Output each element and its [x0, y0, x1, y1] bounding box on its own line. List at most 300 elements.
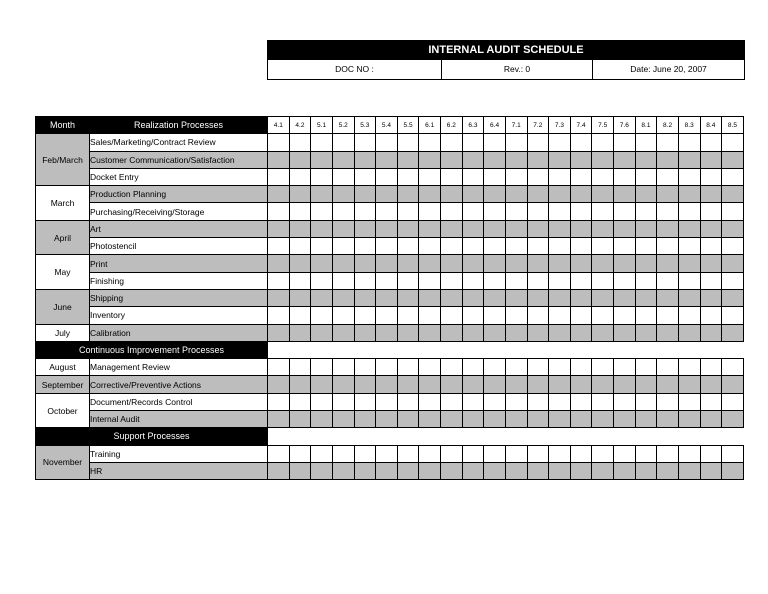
schedule-cell[interactable] — [700, 220, 722, 237]
schedule-cell[interactable] — [419, 289, 441, 306]
schedule-cell[interactable] — [397, 203, 419, 220]
schedule-cell[interactable] — [614, 289, 636, 306]
schedule-cell[interactable] — [354, 220, 376, 237]
schedule-cell[interactable] — [570, 238, 592, 255]
schedule-cell[interactable] — [268, 255, 290, 272]
schedule-cell[interactable] — [722, 203, 744, 220]
schedule-cell[interactable] — [441, 134, 463, 151]
schedule-cell[interactable] — [397, 393, 419, 410]
schedule-cell[interactable] — [657, 151, 679, 168]
schedule-cell[interactable] — [268, 238, 290, 255]
schedule-cell[interactable] — [505, 462, 527, 479]
schedule-cell[interactable] — [354, 324, 376, 341]
schedule-cell[interactable] — [484, 220, 506, 237]
schedule-cell[interactable] — [268, 445, 290, 462]
schedule-cell[interactable] — [289, 151, 311, 168]
schedule-cell[interactable] — [527, 359, 549, 376]
schedule-cell[interactable] — [289, 307, 311, 324]
schedule-cell[interactable] — [722, 186, 744, 203]
schedule-cell[interactable] — [657, 324, 679, 341]
schedule-cell[interactable] — [354, 462, 376, 479]
schedule-cell[interactable] — [397, 445, 419, 462]
schedule-cell[interactable] — [635, 359, 657, 376]
schedule-cell[interactable] — [484, 272, 506, 289]
schedule-cell[interactable] — [700, 445, 722, 462]
schedule-cell[interactable] — [268, 151, 290, 168]
schedule-cell[interactable] — [635, 462, 657, 479]
schedule-cell[interactable] — [505, 220, 527, 237]
schedule-cell[interactable] — [397, 151, 419, 168]
schedule-cell[interactable] — [592, 272, 614, 289]
schedule-cell[interactable] — [419, 220, 441, 237]
schedule-cell[interactable] — [700, 376, 722, 393]
schedule-cell[interactable] — [462, 289, 484, 306]
schedule-cell[interactable] — [527, 307, 549, 324]
schedule-cell[interactable] — [441, 462, 463, 479]
schedule-cell[interactable] — [462, 376, 484, 393]
schedule-cell[interactable] — [549, 151, 571, 168]
schedule-cell[interactable] — [722, 324, 744, 341]
schedule-cell[interactable] — [635, 134, 657, 151]
schedule-cell[interactable] — [397, 324, 419, 341]
schedule-cell[interactable] — [549, 168, 571, 185]
schedule-cell[interactable] — [376, 186, 398, 203]
schedule-cell[interactable] — [614, 307, 636, 324]
schedule-cell[interactable] — [289, 376, 311, 393]
schedule-cell[interactable] — [484, 307, 506, 324]
schedule-cell[interactable] — [722, 289, 744, 306]
schedule-cell[interactable] — [268, 134, 290, 151]
schedule-cell[interactable] — [505, 203, 527, 220]
schedule-cell[interactable] — [549, 203, 571, 220]
schedule-cell[interactable] — [397, 168, 419, 185]
schedule-cell[interactable] — [419, 445, 441, 462]
schedule-cell[interactable] — [268, 203, 290, 220]
schedule-cell[interactable] — [505, 307, 527, 324]
schedule-cell[interactable] — [419, 324, 441, 341]
schedule-cell[interactable] — [678, 203, 700, 220]
schedule-cell[interactable] — [268, 186, 290, 203]
schedule-cell[interactable] — [570, 272, 592, 289]
schedule-cell[interactable] — [657, 134, 679, 151]
schedule-cell[interactable] — [570, 462, 592, 479]
schedule-cell[interactable] — [397, 376, 419, 393]
schedule-cell[interactable] — [527, 238, 549, 255]
schedule-cell[interactable] — [657, 220, 679, 237]
schedule-cell[interactable] — [289, 324, 311, 341]
schedule-cell[interactable] — [268, 272, 290, 289]
schedule-cell[interactable] — [527, 255, 549, 272]
schedule-cell[interactable] — [268, 411, 290, 428]
schedule-cell[interactable] — [419, 307, 441, 324]
schedule-cell[interactable] — [397, 359, 419, 376]
schedule-cell[interactable] — [268, 289, 290, 306]
schedule-cell[interactable] — [592, 324, 614, 341]
schedule-cell[interactable] — [419, 238, 441, 255]
schedule-cell[interactable] — [419, 168, 441, 185]
schedule-cell[interactable] — [527, 186, 549, 203]
schedule-cell[interactable] — [505, 168, 527, 185]
schedule-cell[interactable] — [570, 134, 592, 151]
schedule-cell[interactable] — [678, 272, 700, 289]
schedule-cell[interactable] — [722, 255, 744, 272]
schedule-cell[interactable] — [700, 324, 722, 341]
schedule-cell[interactable] — [614, 445, 636, 462]
schedule-cell[interactable] — [354, 307, 376, 324]
schedule-cell[interactable] — [354, 376, 376, 393]
schedule-cell[interactable] — [527, 393, 549, 410]
schedule-cell[interactable] — [635, 376, 657, 393]
schedule-cell[interactable] — [549, 238, 571, 255]
schedule-cell[interactable] — [332, 255, 354, 272]
schedule-cell[interactable] — [332, 134, 354, 151]
schedule-cell[interactable] — [505, 445, 527, 462]
schedule-cell[interactable] — [484, 186, 506, 203]
schedule-cell[interactable] — [462, 411, 484, 428]
schedule-cell[interactable] — [614, 462, 636, 479]
schedule-cell[interactable] — [289, 289, 311, 306]
schedule-cell[interactable] — [722, 445, 744, 462]
schedule-cell[interactable] — [441, 220, 463, 237]
schedule-cell[interactable] — [635, 168, 657, 185]
schedule-cell[interactable] — [592, 359, 614, 376]
schedule-cell[interactable] — [614, 238, 636, 255]
schedule-cell[interactable] — [614, 272, 636, 289]
schedule-cell[interactable] — [505, 324, 527, 341]
schedule-cell[interactable] — [527, 134, 549, 151]
schedule-cell[interactable] — [268, 168, 290, 185]
schedule-cell[interactable] — [462, 238, 484, 255]
schedule-cell[interactable] — [441, 255, 463, 272]
schedule-cell[interactable] — [527, 151, 549, 168]
schedule-cell[interactable] — [441, 359, 463, 376]
schedule-cell[interactable] — [592, 307, 614, 324]
schedule-cell[interactable] — [700, 393, 722, 410]
schedule-cell[interactable] — [376, 220, 398, 237]
schedule-cell[interactable] — [397, 220, 419, 237]
schedule-cell[interactable] — [268, 324, 290, 341]
schedule-cell[interactable] — [441, 238, 463, 255]
schedule-cell[interactable] — [722, 134, 744, 151]
schedule-cell[interactable] — [614, 411, 636, 428]
schedule-cell[interactable] — [462, 186, 484, 203]
schedule-cell[interactable] — [376, 255, 398, 272]
schedule-cell[interactable] — [700, 186, 722, 203]
schedule-cell[interactable] — [527, 289, 549, 306]
schedule-cell[interactable] — [505, 151, 527, 168]
schedule-cell[interactable] — [722, 151, 744, 168]
schedule-cell[interactable] — [419, 376, 441, 393]
schedule-cell[interactable] — [635, 151, 657, 168]
schedule-cell[interactable] — [484, 134, 506, 151]
schedule-cell[interactable] — [441, 445, 463, 462]
schedule-cell[interactable] — [289, 134, 311, 151]
schedule-cell[interactable] — [505, 393, 527, 410]
schedule-cell[interactable] — [289, 203, 311, 220]
schedule-cell[interactable] — [614, 151, 636, 168]
schedule-cell[interactable] — [722, 272, 744, 289]
schedule-cell[interactable] — [614, 376, 636, 393]
schedule-cell[interactable] — [419, 255, 441, 272]
schedule-cell[interactable] — [311, 289, 333, 306]
schedule-cell[interactable] — [484, 393, 506, 410]
schedule-cell[interactable] — [722, 411, 744, 428]
schedule-cell[interactable] — [268, 462, 290, 479]
schedule-cell[interactable] — [657, 462, 679, 479]
schedule-cell[interactable] — [678, 186, 700, 203]
schedule-cell[interactable] — [657, 376, 679, 393]
schedule-cell[interactable] — [635, 220, 657, 237]
schedule-cell[interactable] — [376, 238, 398, 255]
schedule-cell[interactable] — [419, 203, 441, 220]
schedule-cell[interactable] — [397, 289, 419, 306]
schedule-cell[interactable] — [419, 272, 441, 289]
schedule-cell[interactable] — [592, 255, 614, 272]
schedule-cell[interactable] — [549, 324, 571, 341]
schedule-cell[interactable] — [570, 168, 592, 185]
schedule-cell[interactable] — [332, 445, 354, 462]
schedule-cell[interactable] — [678, 289, 700, 306]
schedule-cell[interactable] — [484, 324, 506, 341]
schedule-cell[interactable] — [397, 238, 419, 255]
schedule-cell[interactable] — [376, 359, 398, 376]
schedule-cell[interactable] — [462, 324, 484, 341]
schedule-cell[interactable] — [592, 203, 614, 220]
schedule-cell[interactable] — [419, 411, 441, 428]
schedule-cell[interactable] — [527, 376, 549, 393]
schedule-cell[interactable] — [332, 324, 354, 341]
schedule-cell[interactable] — [678, 376, 700, 393]
schedule-cell[interactable] — [311, 186, 333, 203]
schedule-cell[interactable] — [354, 186, 376, 203]
schedule-cell[interactable] — [289, 411, 311, 428]
schedule-cell[interactable] — [700, 272, 722, 289]
schedule-cell[interactable] — [635, 411, 657, 428]
schedule-cell[interactable] — [549, 462, 571, 479]
schedule-cell[interactable] — [484, 203, 506, 220]
schedule-cell[interactable] — [614, 186, 636, 203]
schedule-cell[interactable] — [722, 307, 744, 324]
schedule-cell[interactable] — [311, 203, 333, 220]
schedule-cell[interactable] — [505, 289, 527, 306]
schedule-cell[interactable] — [332, 359, 354, 376]
schedule-cell[interactable] — [332, 186, 354, 203]
schedule-cell[interactable] — [549, 307, 571, 324]
schedule-cell[interactable] — [289, 186, 311, 203]
schedule-cell[interactable] — [570, 324, 592, 341]
schedule-cell[interactable] — [700, 411, 722, 428]
schedule-cell[interactable] — [505, 255, 527, 272]
schedule-cell[interactable] — [376, 168, 398, 185]
schedule-cell[interactable] — [354, 168, 376, 185]
schedule-cell[interactable] — [592, 238, 614, 255]
schedule-cell[interactable] — [289, 359, 311, 376]
schedule-cell[interactable] — [354, 272, 376, 289]
schedule-cell[interactable] — [657, 411, 679, 428]
schedule-cell[interactable] — [700, 151, 722, 168]
schedule-cell[interactable] — [678, 445, 700, 462]
schedule-cell[interactable] — [635, 255, 657, 272]
schedule-cell[interactable] — [354, 255, 376, 272]
schedule-cell[interactable] — [484, 255, 506, 272]
schedule-cell[interactable] — [614, 134, 636, 151]
schedule-cell[interactable] — [570, 445, 592, 462]
schedule-cell[interactable] — [570, 255, 592, 272]
schedule-cell[interactable] — [657, 445, 679, 462]
schedule-cell[interactable] — [505, 272, 527, 289]
schedule-cell[interactable] — [332, 203, 354, 220]
schedule-cell[interactable] — [700, 289, 722, 306]
schedule-cell[interactable] — [419, 186, 441, 203]
schedule-cell[interactable] — [376, 411, 398, 428]
schedule-cell[interactable] — [635, 186, 657, 203]
schedule-cell[interactable] — [419, 462, 441, 479]
schedule-cell[interactable] — [549, 411, 571, 428]
schedule-cell[interactable] — [635, 272, 657, 289]
schedule-cell[interactable] — [614, 324, 636, 341]
schedule-cell[interactable] — [289, 272, 311, 289]
schedule-cell[interactable] — [332, 220, 354, 237]
schedule-cell[interactable] — [635, 445, 657, 462]
schedule-cell[interactable] — [700, 462, 722, 479]
schedule-cell[interactable] — [376, 203, 398, 220]
schedule-cell[interactable] — [289, 462, 311, 479]
schedule-cell[interactable] — [484, 289, 506, 306]
schedule-cell[interactable] — [549, 289, 571, 306]
schedule-cell[interactable] — [441, 376, 463, 393]
schedule-cell[interactable] — [635, 238, 657, 255]
schedule-cell[interactable] — [376, 462, 398, 479]
schedule-cell[interactable] — [549, 445, 571, 462]
schedule-cell[interactable] — [397, 307, 419, 324]
schedule-cell[interactable] — [570, 307, 592, 324]
schedule-cell[interactable] — [592, 411, 614, 428]
schedule-cell[interactable] — [505, 134, 527, 151]
schedule-cell[interactable] — [678, 307, 700, 324]
schedule-cell[interactable] — [592, 151, 614, 168]
schedule-cell[interactable] — [657, 168, 679, 185]
schedule-cell[interactable] — [441, 411, 463, 428]
schedule-cell[interactable] — [722, 462, 744, 479]
schedule-cell[interactable] — [635, 203, 657, 220]
schedule-cell[interactable] — [678, 393, 700, 410]
schedule-cell[interactable] — [332, 151, 354, 168]
schedule-cell[interactable] — [527, 462, 549, 479]
schedule-cell[interactable] — [484, 462, 506, 479]
schedule-cell[interactable] — [311, 168, 333, 185]
schedule-cell[interactable] — [635, 324, 657, 341]
schedule-cell[interactable] — [419, 393, 441, 410]
schedule-cell[interactable] — [289, 255, 311, 272]
schedule-cell[interactable] — [700, 203, 722, 220]
schedule-cell[interactable] — [592, 186, 614, 203]
schedule-cell[interactable] — [678, 255, 700, 272]
schedule-cell[interactable] — [441, 393, 463, 410]
schedule-cell[interactable] — [570, 186, 592, 203]
schedule-cell[interactable] — [678, 411, 700, 428]
schedule-cell[interactable] — [614, 255, 636, 272]
schedule-cell[interactable] — [549, 376, 571, 393]
schedule-cell[interactable] — [332, 238, 354, 255]
schedule-cell[interactable] — [700, 168, 722, 185]
schedule-cell[interactable] — [678, 168, 700, 185]
schedule-cell[interactable] — [635, 289, 657, 306]
schedule-cell[interactable] — [527, 203, 549, 220]
schedule-cell[interactable] — [505, 376, 527, 393]
schedule-cell[interactable] — [549, 186, 571, 203]
schedule-cell[interactable] — [462, 168, 484, 185]
schedule-cell[interactable] — [657, 255, 679, 272]
schedule-cell[interactable] — [484, 359, 506, 376]
schedule-cell[interactable] — [311, 462, 333, 479]
schedule-cell[interactable] — [462, 151, 484, 168]
schedule-cell[interactable] — [376, 289, 398, 306]
schedule-cell[interactable] — [549, 255, 571, 272]
schedule-cell[interactable] — [354, 393, 376, 410]
schedule-cell[interactable] — [549, 220, 571, 237]
schedule-cell[interactable] — [570, 289, 592, 306]
schedule-cell[interactable] — [332, 393, 354, 410]
schedule-cell[interactable] — [484, 411, 506, 428]
schedule-cell[interactable] — [311, 324, 333, 341]
schedule-cell[interactable] — [570, 151, 592, 168]
schedule-cell[interactable] — [268, 220, 290, 237]
schedule-cell[interactable] — [549, 393, 571, 410]
schedule-cell[interactable] — [376, 393, 398, 410]
schedule-cell[interactable] — [289, 168, 311, 185]
schedule-cell[interactable] — [484, 376, 506, 393]
schedule-cell[interactable] — [549, 272, 571, 289]
schedule-cell[interactable] — [678, 220, 700, 237]
schedule-cell[interactable] — [678, 462, 700, 479]
schedule-cell[interactable] — [311, 445, 333, 462]
schedule-cell[interactable] — [700, 238, 722, 255]
schedule-cell[interactable] — [419, 359, 441, 376]
schedule-cell[interactable] — [289, 220, 311, 237]
schedule-cell[interactable] — [441, 307, 463, 324]
schedule-cell[interactable] — [332, 289, 354, 306]
schedule-cell[interactable] — [332, 376, 354, 393]
schedule-cell[interactable] — [311, 220, 333, 237]
schedule-cell[interactable] — [462, 134, 484, 151]
schedule-cell[interactable] — [527, 220, 549, 237]
schedule-cell[interactable] — [311, 393, 333, 410]
schedule-cell[interactable] — [376, 445, 398, 462]
schedule-cell[interactable] — [592, 445, 614, 462]
schedule-cell[interactable] — [462, 359, 484, 376]
schedule-cell[interactable] — [484, 445, 506, 462]
schedule-cell[interactable] — [722, 238, 744, 255]
schedule-cell[interactable] — [484, 168, 506, 185]
schedule-cell[interactable] — [700, 134, 722, 151]
schedule-cell[interactable] — [527, 272, 549, 289]
schedule-cell[interactable] — [614, 220, 636, 237]
schedule-cell[interactable] — [570, 220, 592, 237]
schedule-cell[interactable] — [722, 168, 744, 185]
schedule-cell[interactable] — [397, 272, 419, 289]
schedule-cell[interactable] — [549, 134, 571, 151]
schedule-cell[interactable] — [441, 203, 463, 220]
schedule-cell[interactable] — [462, 445, 484, 462]
schedule-cell[interactable] — [397, 134, 419, 151]
schedule-cell[interactable] — [700, 307, 722, 324]
schedule-cell[interactable] — [289, 393, 311, 410]
schedule-cell[interactable] — [700, 255, 722, 272]
schedule-cell[interactable] — [289, 238, 311, 255]
schedule-cell[interactable] — [527, 445, 549, 462]
schedule-cell[interactable] — [462, 203, 484, 220]
schedule-cell[interactable] — [592, 376, 614, 393]
